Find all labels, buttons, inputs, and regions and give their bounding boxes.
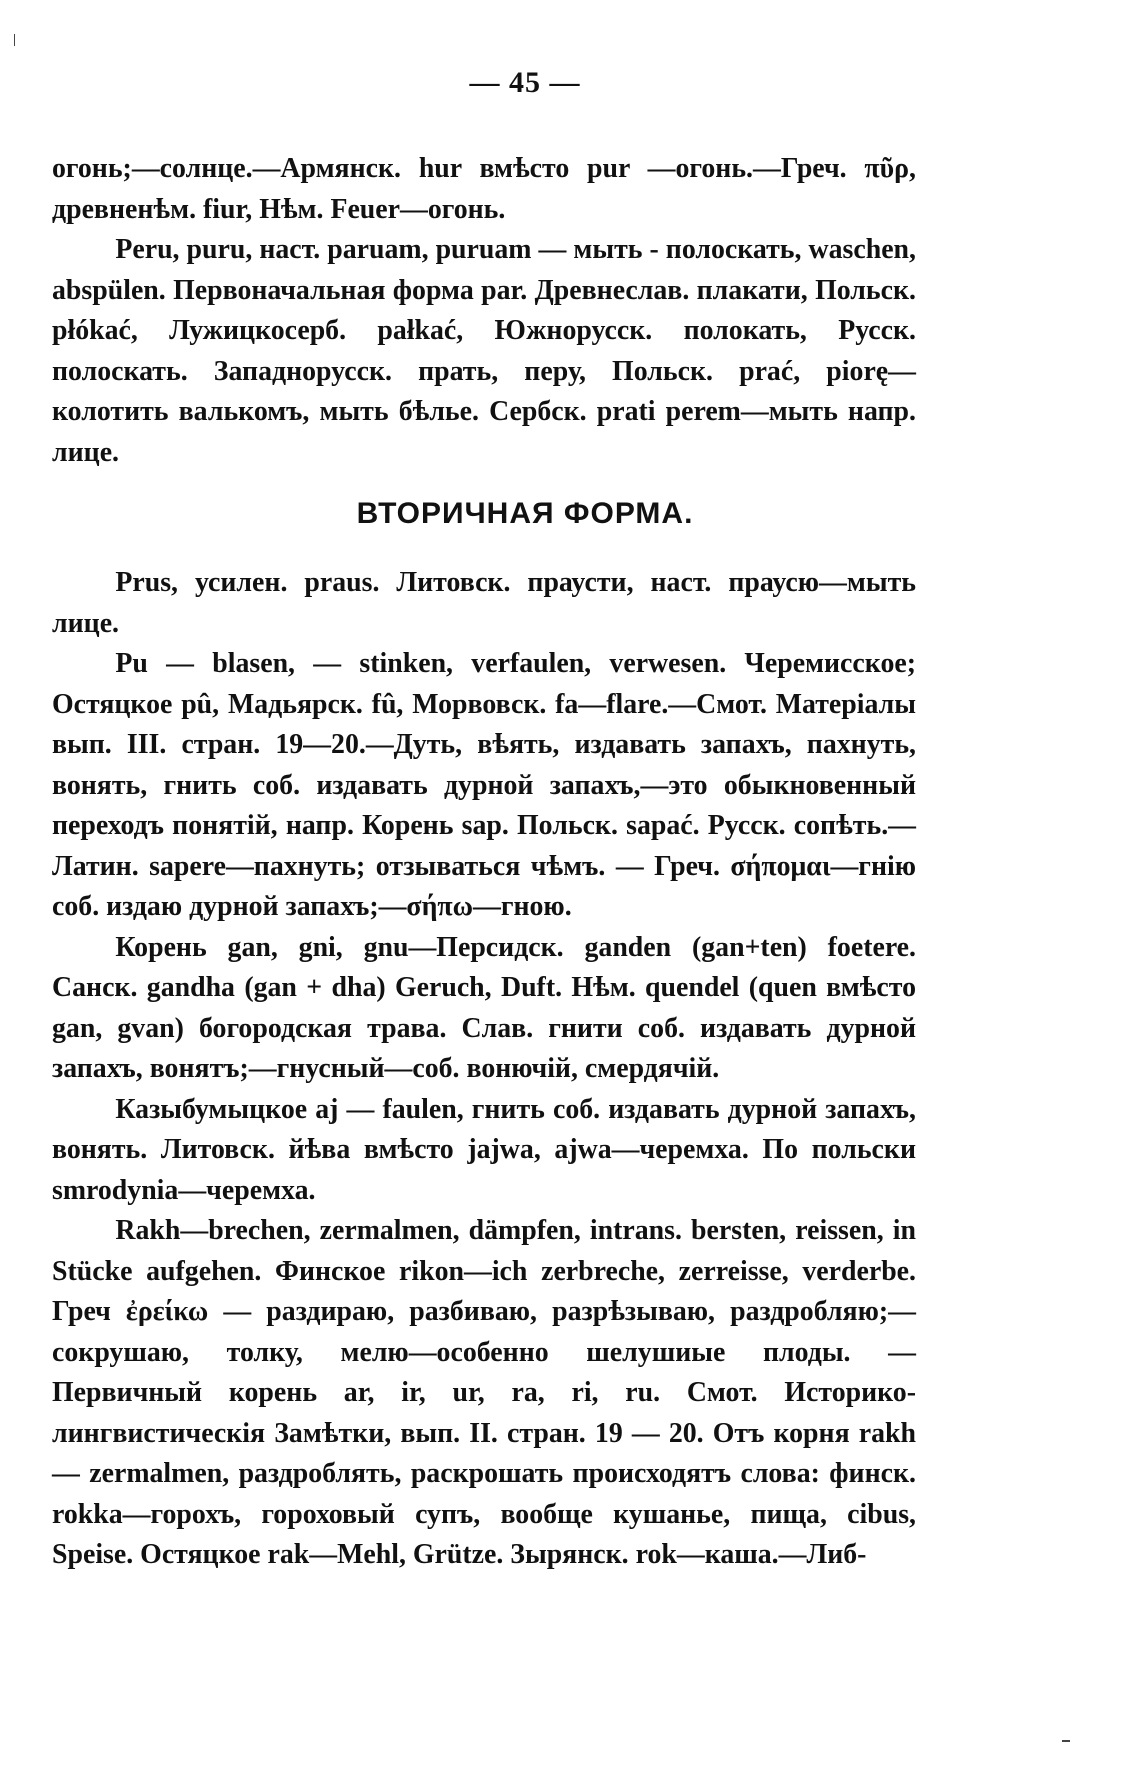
scan-speck — [1062, 1740, 1070, 1742]
paragraph: Prus, усилен. praus. Литовск. праусти, наст. праусю—мыть лице. — [52, 566, 917, 639]
paragraph: огонь;—солнце.—Армянск. hur вмѣсто pur —огонь.—Греч. πῦρ, древненѣм. fiur, Нѣм. Feuer—огонь. — [52, 152, 916, 225]
paragraph: Rakh—brechen, zermalmen, dämpfen, intrans. bersten, reissen, in Stücke aufgehen. Финское rikon—ich zerbreche, zerreisse, verderbe. Греч ἐρείκω — раздираю, разбиваю, разрѣзываю, раздробляю;—сокрушаю, толку, мелю—особенно шелушиые плоды. — Первичный корень ar, ir, ur, ra, ri, ru. Смот. Историко-лингвистическія Замѣтки, вып. II. стран. 19 — 20. Отъ корня rakh — zermalmen, раздроблять, раскрошать происходятъ слова: финск. rokka—горохъ, гороховый супъ, вообще кушанье, пища, cibus, Speise. Остяцкое rak—Mehl, Grütze. Зырянск. rok—каша.—Либ- — [52, 1214, 917, 1570]
paragraph: Pu — blasen, — stinken, verfaulen, verwesen. Черемисское; Остяцкое pû, Мадьярск. fû, Морвовск. fa—flare.—Смот. Матеріалы вып. III. стран. 19—20.—Дуть, вѣять, издавать запахъ, пахнуть, вонять, гнить соб. издавать дурной запахъ,—это обыкновенный переходъ понятій, напр. Корень sap. Польск. sapać. Русск. сопѣть.—Латин. sapere—пахнуть; отзываться чѣмъ. — Греч. σήπομαι—гнію соб. издаю дурной запахъ;—σήπω—гною. — [52, 647, 917, 922]
section-heading: ВТОРИЧНАЯ ФОРМА. — [356, 497, 694, 530]
scan-speck — [14, 34, 15, 46]
top-text-block — [52, 148, 916, 472]
bottom-text-block — [52, 562, 916, 1575]
paragraph: Казыбумыцкое aj — faulen, гнить соб. издавать дурной запахъ, вонять. Литовск. йѣва вмѣсто jajwa, ajwa—черемха. По польски smrodynia—черемха. — [52, 1092, 917, 1206]
paragraph: Корень gan, gni, gnu—Персидск. ganden (gan+ten) foetere. Санск. gandha (gan + dha) Geruch, Duft. Нѣм. quendel (quen вмѣсто gan, gvan) богородская трава. Слав. гнити соб. издавать дурной запахъ, вонятъ;—гнусный—соб. вонючій, смердячій. — [52, 930, 917, 1084]
paragraph: Peru, puru, наст. paruam, puruam — мыть - полоскать, waschen, abspülen. Первоначальная форма par. Древнеслав. плакати, Польск. płókać, Лужицкосерб. pałkać, Южнорусск. полокать, Русск. полоскать. Западнорусск. прать, перу, Польск. prać, piorę—колотить валькомъ, мыть бѣлье. Сербск. prati perem—мыть напр. лице. — [52, 233, 917, 468]
page-number: — 45 — — [469, 66, 581, 99]
